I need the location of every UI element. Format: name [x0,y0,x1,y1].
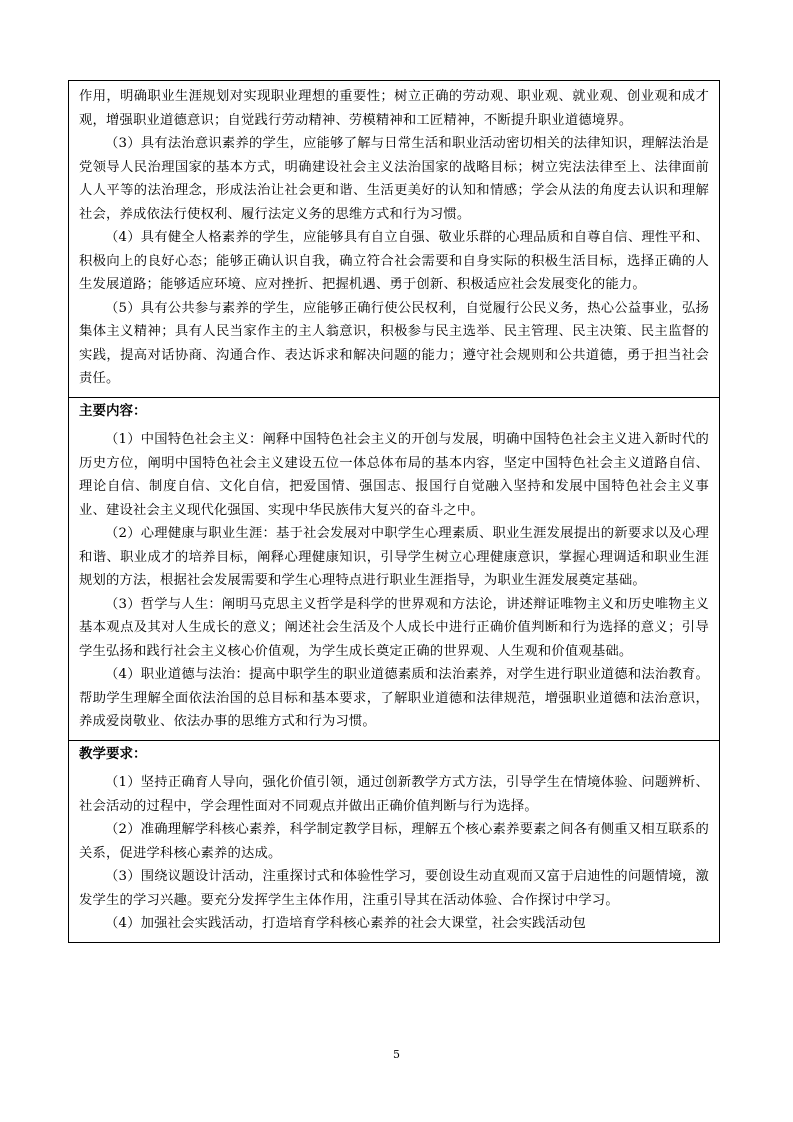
section-teaching-requirements-body [69,767,719,942]
paragraph: （1）中国特色社会主义：阐释中国特色社会主义的开创与发展，明确中国特色社会主义进入新时代的历史方位，阐明中国特色社会主义建设五位一体总体布局的基本内容，坚定中国特色社会主义道路自信、理论自信、制度自信、文化自信，把爱国情、强国志、报国行自觉融入坚持和发展中国特色社会主义事业、建设社会主义现代化强国、实现中华民族伟大复兴的奋斗之中。 [79,432,709,518]
content-table-frame [68,80,720,943]
paragraph: （2）准确理解学科核心素养，科学制定教学目标，理解五个核心素养要素之间各有侧重又相互联系的关系，促进学科核心素养的达成。 [79,822,709,861]
paragraph: （4）加强社会实践活动，打造培育学科核心素养的社会大课堂，社会实践活动包 [105,916,587,931]
paragraph: （4）职业道德与法治：提高中职学生的职业道德素质和法治素养，对学生进行职业道德和法治教育。帮助学生理解全面依法治国的总目标和基本要求，了解职业道德和法律规范，增强职业道德和法治意识，养成爱岗敬业、依法办事的思维方式和行为习惯。 [79,667,709,729]
section-main-content [69,398,719,741]
section-heading-main-content: 主要内容： [79,402,147,419]
page-number: 5 [393,1048,400,1061]
paragraph: 作用，明确职业生涯规划对实现职业理想的重要性；树立正确的劳动观、职业观、就业观、创业观和成才观，增强职业道德意识；自觉践行劳动精神、劳模精神和工匠精神，不断提升职业道德境界。 [79,89,709,128]
paragraph: （3）哲学与人生：阐明马克思主义哲学是科学的世界观和方法论，讲述辩证唯物主义和历史唯物主义基本观点及其对人生成长的意义；阐述社会生活及个人成长中进行正确价值判断和行为选择的意义；引导学生弘扬和践行社会主义核心价值观，为学生成长奠定正确的世界观、人生观和价值观基础。 [79,596,709,659]
section-continuation-body [69,81,719,397]
paragraph: （4）具有健全人格素养的学生，应能够具有自立自强、敬业乐群的心理品质和自尊自信、理性平和、积极向上的良好心态；能够正确认识自我，确立符合社会需要和自身实际的积极生活目标，选择正确的人生发展道路；能够适应环境、应对挫折、把握机遇、勇于创新、积极适应社会发展变化的能力。 [79,230,709,292]
section-main-content-body [69,424,719,740]
section-teaching-requirements [69,741,719,942]
paragraph: （5）具有公共参与素养的学生，应能够正确行使公民权利，自觉履行公民义务，热心公益事业，弘扬集体主义精神；具有人民当家作主的主人翁意识，积极参与民主选举、民主管理、民主决策、民主监督的实践，提高对话协商、沟通合作、表达诉求和解决问题的能力；遵守社会规则和公共道德，勇于担当社会责任。 [79,300,709,386]
paragraph: （3）围绕议题设计活动，注重探讨式和体验性学习，要创设生动直观而又富于启迪性的问题情境，激发学生的学习兴趣。要充分发挥学生主体作用，注重引导其在活动体验、合作探讨中学习。 [79,869,709,908]
section-continuation [69,81,719,398]
section-heading-teaching-requirements: 教学要求： [79,745,147,762]
paragraph: （3）具有法治意识素养的学生，应能够了解与日常生活和职业活动密切相关的法律知识，理解法治是党领导人民治理国家的基本方式，明确建设社会主义法治国家的战略目标；树立宪法法律至上、法律面前人人平等的法治理念，形成法治让社会更和谐、生活更美好的认知和情感；学会从法的角度去认识和理解社会，养成依法行使权利、履行法定义务的思维方式和行为习惯。 [79,136,709,222]
paragraph: （2）心理健康与职业生涯：基于社会发展对中职学生心理素质、职业生涯发展提出的新要求以及心理和谐、职业成才的培养目标，阐释心理健康知识，引导学生树立心理健康意识，掌握心理调适和职业生涯规划的方法，根据社会发展需要和学生心理特点进行职业生涯指导，为职业生涯发展奠定基础。 [79,526,709,588]
paragraph: （1）坚持正确育人导向，强化价值引领，通过创新教学方式方法，引导学生在情境体验、问题辨析、社会活动的过程中，学会理性面对不同观点并做出正确价值判断与行为选择。 [79,775,709,814]
